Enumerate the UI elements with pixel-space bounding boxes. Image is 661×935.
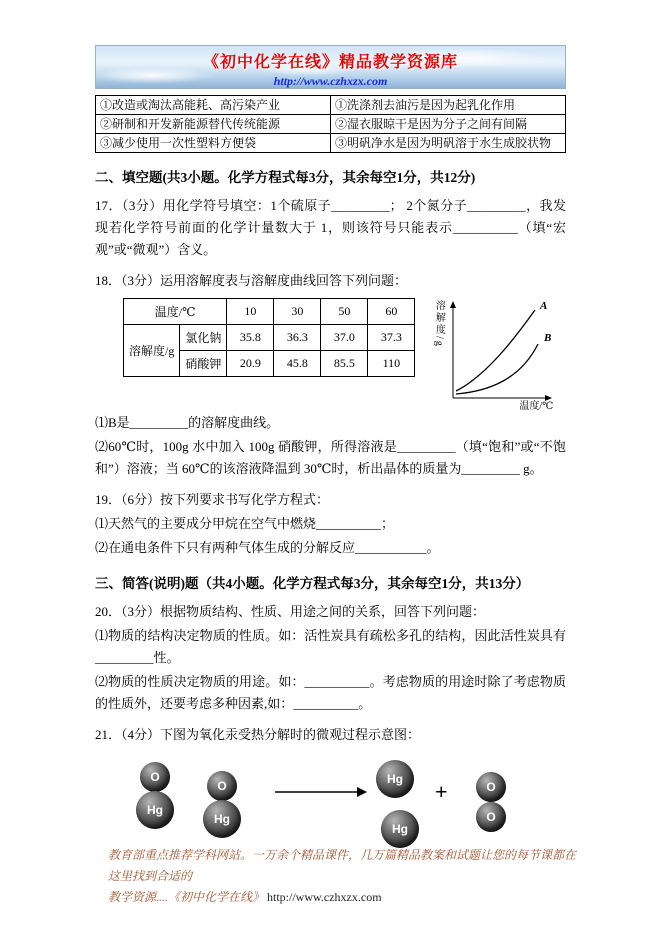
table-cell: 45.8 — [274, 351, 321, 377]
curve-a-line — [456, 310, 535, 391]
chart-axes — [431, 298, 553, 410]
curve-b-line — [456, 344, 538, 394]
banner-title: 《初中化学在线》精品教学资源库 — [202, 54, 458, 71]
footer-url-link[interactable]: http://www.czhxzx.com — [267, 890, 382, 904]
table-cell: 110 — [368, 351, 415, 377]
question-18-figure-row — [95, 298, 566, 410]
section2-heading: 二、填空题(共3小题。化学方程式每3分，其余每空1分，共12分) — [95, 170, 476, 185]
table-cell: 35.8 — [227, 325, 274, 351]
oxygen-atom: O — [476, 772, 506, 802]
table-header-cell: 温度/℃ — [124, 299, 227, 325]
chart-x-axis-label: 温度/℃ — [519, 401, 554, 412]
table-cell: 36.3 — [274, 325, 321, 351]
table-cell: 37.3 — [368, 325, 415, 351]
table-header-cell: 30 — [274, 299, 321, 325]
info-cell: ②研制和开发新能源替代传统能源 — [96, 115, 331, 134]
oxygen-atom: O — [140, 762, 170, 792]
footer-line2 — [108, 887, 578, 908]
table-row-label: 溶解度/g — [124, 325, 180, 377]
question-17: 17．（3分）用化学符号填空：1个硫原子_________； 2个氮分子_________，我发现若化学符号前面的化学计量数大于 1，则该符号只能表示__________（填“宏观”或“微观”）含义。 — [95, 198, 566, 257]
question-20-sub2: ⑵物质的性质决定物质的用途。如：__________。考虑物质的用途时除了考虑物质的性质外，还要考虑多种因素,如：__________。 — [95, 674, 566, 711]
question-18-sub2: ⑵60℃时，100g 水中加入 100g 硝酸钾，所得溶液是_________（填“饱和”或“不饱和”）溶液；当 60℃的该溶液降温到 30℃时，析出晶体的质量为_________ g。 — [95, 439, 566, 476]
table-cell: 氯化钠 — [180, 325, 227, 351]
info-cell: ③明矾净水是因为明矾溶于水生成胶状物 — [331, 134, 566, 153]
question-18-intro: 18．（3分）运用溶解度表与溶解度曲线回答下列问题： — [95, 273, 408, 288]
question-19-sub2: ⑵在通电条件下只有两种气体生成的分解反应___________。 — [95, 540, 440, 555]
info-cell: ③减少使用一次性塑料方便袋 — [96, 134, 331, 153]
mercury-atom: Hg — [203, 800, 241, 838]
table-row — [124, 325, 415, 351]
footer-line2-text: 教学资源....《初中化学在线》 — [108, 890, 265, 904]
table-row — [96, 115, 566, 134]
solubility-chart — [431, 298, 553, 410]
question-19-intro: 19．（6分）按下列要求书写化学方程式： — [95, 492, 330, 507]
table-header-cell: 60 — [368, 299, 415, 325]
curve-b-label: B — [544, 332, 552, 344]
solubility-table — [123, 298, 415, 377]
footer-line1: 教育部重点推荐学科网站。一万余个精品课件，几万篇精品教案和试题让您的每节课都在这里找到合适的 — [108, 848, 577, 883]
banner-url-link[interactable]: http://www.czhxzx.com — [273, 74, 388, 88]
question-19-sub1: ⑴天然气的主要成分甲烷在空气中燃烧__________； — [95, 516, 395, 531]
info-cell: ②湿衣服晾干是因为分子之间有间隔 — [331, 115, 566, 134]
mercury-atom: Hg — [381, 810, 419, 848]
page-footer — [108, 845, 578, 908]
info-table — [95, 95, 566, 153]
mercury-atom: Hg — [376, 760, 414, 798]
curve-a-label: A — [540, 300, 548, 312]
info-cell: ①洗涤剂去油污是因为起乳化作用 — [331, 96, 566, 115]
mercury-atom: Hg — [136, 791, 174, 829]
question-18-sub1: ⑴B是_________的溶解度曲线。 — [95, 415, 280, 430]
table-header-cell: 50 — [321, 299, 368, 325]
oxygen-atom: O — [207, 771, 237, 801]
table-cell: 硝酸钾 — [180, 351, 227, 377]
site-banner — [95, 45, 566, 89]
table-cell: 37.0 — [321, 325, 368, 351]
table-row — [96, 96, 566, 115]
plus-sign: + — [435, 779, 448, 804]
oxygen-atom: O — [476, 802, 506, 832]
question-20-sub1: ⑴物质的结构决定物质的性质。如：活性炭具有疏松多孔的结构，因此活性炭具有_________性。 — [95, 628, 566, 665]
question-20-intro: 20．（3分）根据物质结构、性质、用途之间的关系，回答下列问题： — [95, 604, 486, 619]
reaction-arrow-icon — [275, 785, 367, 799]
table-cell: 85.5 — [321, 351, 368, 377]
info-cell: ①改造或淘汰高能耗、高污染产业 — [96, 96, 331, 115]
question-21-intro: 21．（4分）下图为氧化汞受热分解时的微观过程示意图： — [95, 727, 421, 742]
table-cell: 20.9 — [227, 351, 274, 377]
table-row — [124, 299, 415, 325]
table-row — [96, 134, 566, 153]
table-header-cell: 10 — [227, 299, 274, 325]
section3-heading: 三、简答(说明)题（共4小题。化学方程式每3分，其余每空1分，共13分） — [95, 576, 530, 591]
chart-y-axis-label: 溶解度/g — [433, 300, 445, 348]
page-content — [95, 45, 566, 862]
